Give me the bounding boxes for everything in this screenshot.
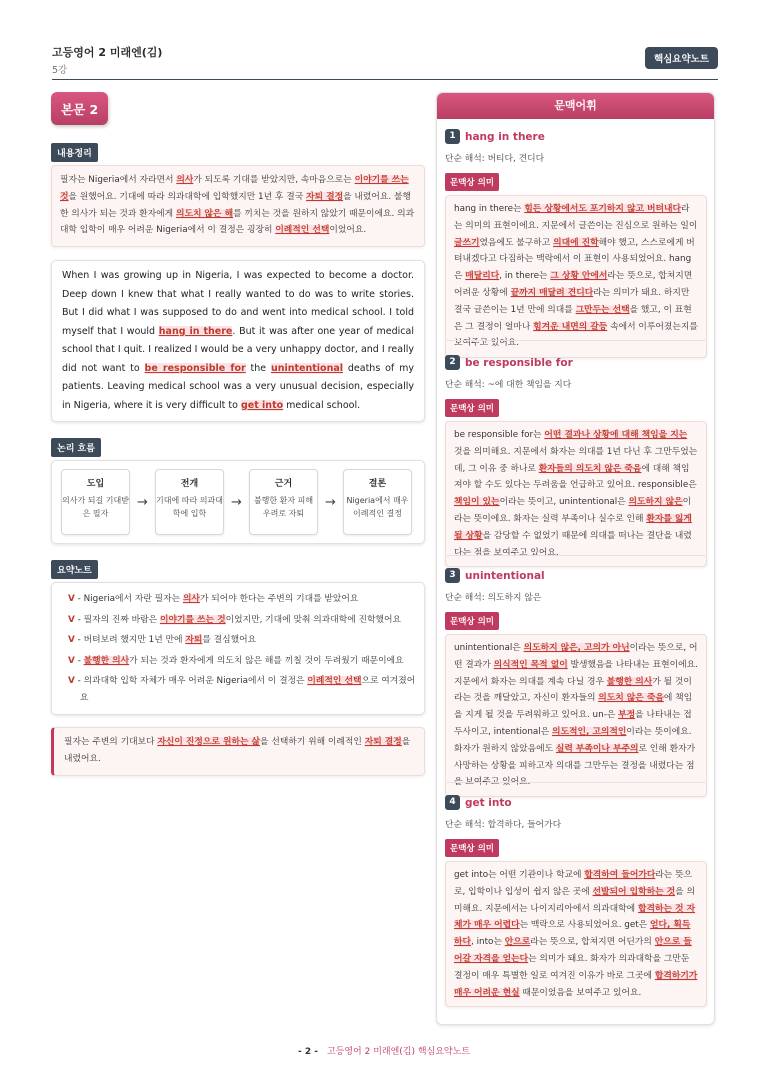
note-item: V - 불행한 의사가 되는 것과 환자에게 의도치 않은 해를 끼칠 것이 두려웠기 때문이에요 <box>68 655 404 666</box>
note-item: V - Nigeria에서 자란 필자는 의사가 되어야 한다는 주변의 기대를 받았어요 <box>68 594 359 605</box>
logic-flow <box>51 460 425 544</box>
vocab-item <box>445 792 707 1007</box>
context-explanation: be responsible for는 어떤 결과나 상황에 대해 책임을 지는 것을 의미해요. 지문에서 화자는 의대를 1년 다닌 후 그만두었는데, 그 이유 중 하나로 환자들의 의도치 않은 죽음에 대해 책임져야 할 수도 있다는 두려움을 언급하고 있어요. responsible은 책임이 있는이라는 뜻이고, unintentional은 의도하지 않은이라는 뜻이에요. 화자는 실력 부족이나 실수로 인해 환자를 잃게 될 상황을 감당할 수 없었기 때문에 의대를 떠나는 결단을 내렸다는 점을 보여주고 있어요. <box>445 421 707 567</box>
footer-text: 고등영어 2 미래엔(김) 핵심요약노트 <box>326 1047 471 1057</box>
vocab-panel-title: 문맥어휘 <box>437 93 714 119</box>
page-header <box>52 44 718 80</box>
page-number: - 2 - <box>297 1047 318 1057</box>
simple-meaning: 단순 해석: ~에 대한 책임을 지다 <box>445 380 572 390</box>
flow-step: 전개 기대에 따라 의과대학에 입학 <box>155 469 224 535</box>
context-explanation: get into는 어떤 기관이나 학교에 합격하여 들어가다라는 뜻으로, 입학이나 입성이 쉽지 않은 곳에 선발되어 입학하는 것을 의미해요. 지문에서는 나이지리아에서 의과대학에 합격하는 것 자체가 매우 어렵다는 맥락으로 사용되었어요. get은 얻다, 획득하다, into는 안으로라는 뜻으로, 합쳐지면 어딘가의 안으로 들어갈 자격을 얻는다는 의미가 돼요. 화자가 의과대학을 그만둔 결정이 매우 특별한 일로 여겨진 이유가 바로 그곳에 합격하기가 매우 어려운 현실 때문이었음을 보여주고 있어요. <box>445 861 707 1007</box>
simple-meaning: 단순 해석: 의도하지 않은 <box>445 593 542 603</box>
context-explanation: unintentional은 의도하지 않은, 고의가 아닌이라는 뜻으로, 어떤 결과가 의식적인 목적 없이 발생했음을 나타내는 표현이에요. 지문에서 화자는 의대를 계속 다닐 경우 불행한 의사가 될 것이라는 것을 깨달았고, 자신이 환자들의 의도치 않은 죽음에 책임을 지게 될 것을 두려워하고 있어요. un-은 부정을 나타내는 접두사이고, intentional은 의도적인, 고의적인이라는 뜻이에요. 화자가 원하지 않았음에도 실력 부족이나 부주의로 인해 환자가 사망하는 상황을 피하고자 의대를 그만두는 결정을 내렸다는 점을 보여주고 있어요. <box>445 634 707 797</box>
summary-label: 내용정리 <box>51 143 98 162</box>
context-explanation: hang in there는 힘든 상황에서도 포기하지 않고 버텨내다라는 의미의 표현이에요. 지문에서 글쓴이는 진심으로 원하는 일이 글쓰기였음에도 불구하고 의대에 진학해야 했고, 스스로에게 버텨내겠다고 다짐하는 맥락에서 이 표현이 사용되었어요. hang은 매달리다, in there는 그 상황 안에서라는 뜻으로, 합쳐지면 어려운 상황에 끝까지 매달려 견디다라는 의미가 돼요. 하지만 결국 글쓴이는 1년 만에 의대를 그만두는 선택을 했고, 이 표현은 그 결정이 얼마나 힘겨운 내면의 갈등 속에서 이루어졌는지를 보여주고 있어요. <box>445 195 707 358</box>
arrow-right-icon: → <box>325 494 336 510</box>
flow-step: 도입 의사가 되길 기대받은 필자 <box>61 469 130 535</box>
note-type-badge: 핵심요약노트 <box>645 47 718 69</box>
vocab-word: be responsible for <box>465 356 573 369</box>
vocab-highlight: be responsible for <box>144 362 246 374</box>
note-item: V - 의과대학 입학 자체가 매우 어려운 Nigeria에서 이 결정은 이례적인 선택으로 여겨졌어요 <box>68 676 416 703</box>
section-title: 본문 2 <box>51 92 108 125</box>
arrow-right-icon: → <box>231 494 242 510</box>
item-number: 1 <box>445 129 460 144</box>
conclusion: 필자는 주변의 기대보다 자신이 진정으로 원하는 삶을 선택하기 위해 이례적인 자퇴 결정을 내렸어요. <box>51 727 425 776</box>
context-label: 문맥상 의미 <box>445 399 499 417</box>
summary-notes <box>51 582 425 715</box>
arrow-right-icon: → <box>137 494 148 510</box>
simple-meaning: 단순 해석: 합격하다, 들어가다 <box>445 820 562 830</box>
note-item: V - 필자의 진짜 바람은 이야기를 쓰는 것이었지만, 기대에 맞춰 의과대학에 진학했어요 <box>68 614 402 625</box>
divider <box>445 555 707 556</box>
divider <box>445 340 707 341</box>
vocab-item <box>445 565 707 797</box>
vocab-highlight: get into <box>240 399 284 411</box>
vocab-word: hang in there <box>465 130 545 143</box>
item-number: 2 <box>445 355 460 370</box>
vocab-highlight: hang in there <box>158 325 233 337</box>
vocab-item <box>445 352 707 567</box>
notes-label: 요약노트 <box>51 560 98 579</box>
flow-step: 근거 불행한 환자 피해 우려로 자퇴 <box>249 469 318 535</box>
flow-label: 논리 흐름 <box>51 438 101 457</box>
note-item: V - 버텨보려 했지만 1년 만에 자퇴를 결심했어요 <box>68 635 257 646</box>
main-column <box>51 92 425 776</box>
context-label: 문맥상 의미 <box>445 612 499 630</box>
context-label: 문맥상 의미 <box>445 173 499 191</box>
vocab-item <box>445 126 707 358</box>
content-summary: 필자는 Nigeria에서 자라면서 의사가 되도록 기대를 받았지만, 속마음으로는 이야기를 쓰는 것을 원했어요. 기대에 따라 의과대학에 입학했지만 1년 후 결국 자퇴 결정을 내렸어요. 불행한 의사가 되는 것과 환자에게 의도치 않은 해를 끼치는 것을 원하지 않았기 때문이에요. 의과대학 입학이 매우 어려운 Nigeria에서 이 결정은 굉장히 이례적인 선택이었어요. <box>51 165 425 247</box>
vocab-highlight: unintentional <box>270 362 344 374</box>
context-label: 문맥상 의미 <box>445 839 499 857</box>
vocab-panel <box>436 92 715 1025</box>
simple-meaning: 단순 해석: 버티다, 견디다 <box>445 154 545 164</box>
page-footer <box>0 1044 768 1057</box>
vocab-word: unintentional <box>465 569 545 582</box>
item-number: 3 <box>445 568 460 583</box>
english-passage: When I was growing up in Nigeria, I was expected to become a doctor. Deep down I knew that what I really wanted to do was to write stories. But I did what I was supposed to do and went into medical school. I told myself that I would hang in there. But it was after one year of medical school that I quit. I realized I would be a very unhappy doctor, and I really did not want to be responsible for the unintentional deaths of my patients. Leaving medical school was a very unusual decision, especially in Nigeria, where it is very difficult to get into medical school. <box>51 260 425 422</box>
divider <box>445 782 707 783</box>
textbook-title: 고등영어 2 미래엔(김) <box>52 46 163 59</box>
lesson-number: 5강 <box>52 65 68 76</box>
vocab-word: get into <box>465 796 512 809</box>
flow-step: 결론 Nigeria에서 매우 이례적인 결정 <box>343 469 412 535</box>
item-number: 4 <box>445 795 460 810</box>
